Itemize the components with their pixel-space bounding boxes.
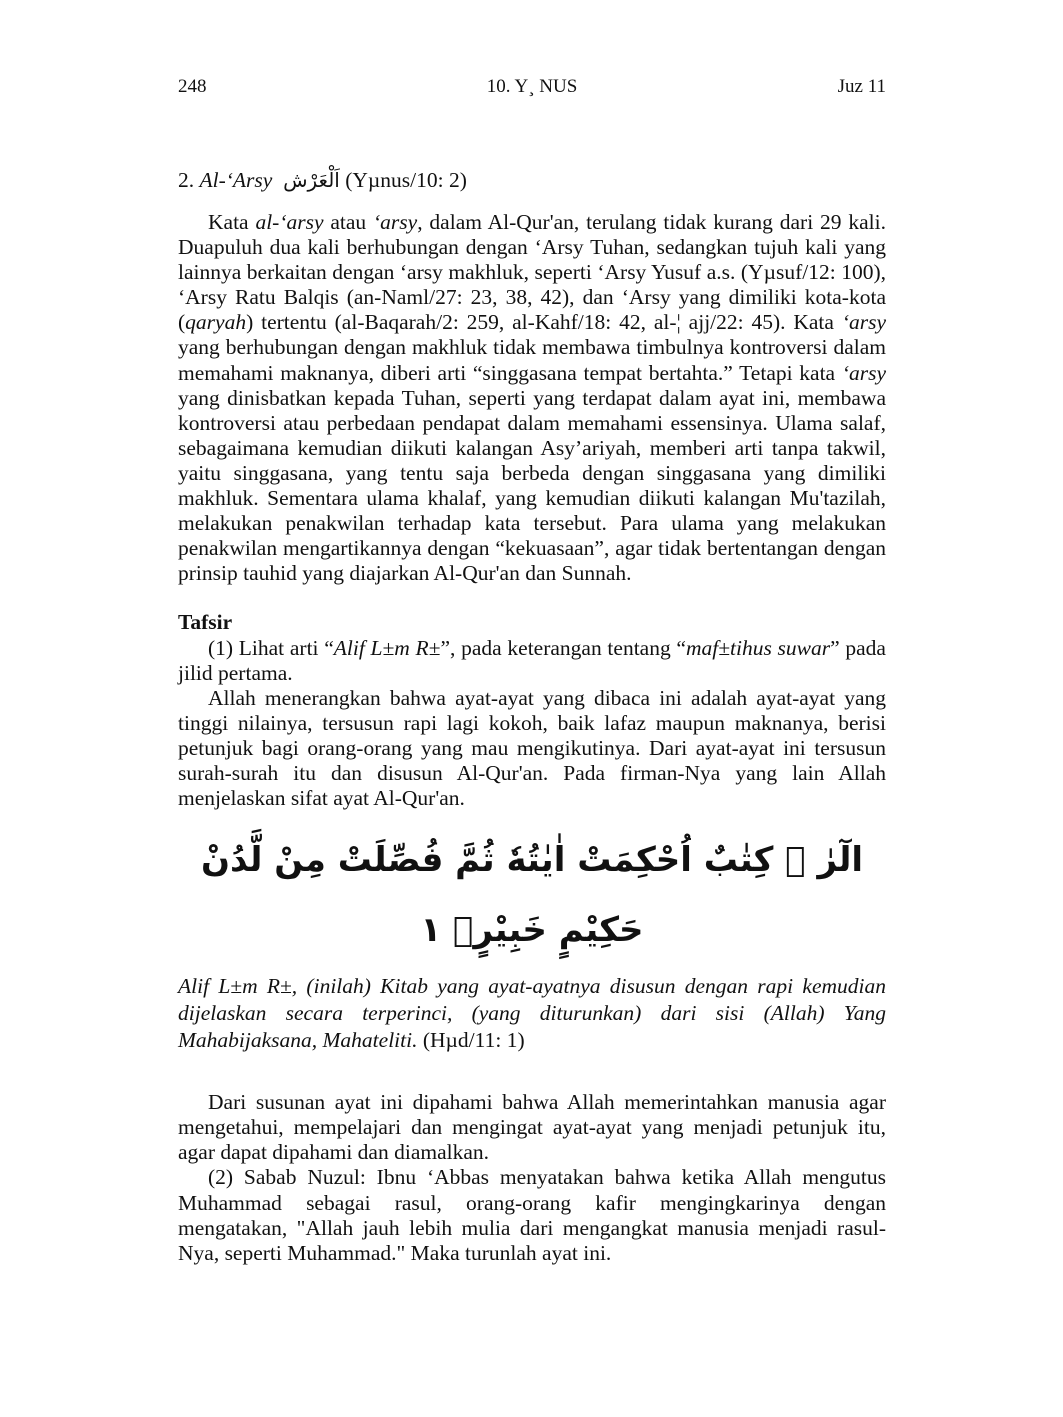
italic-term: al-‘arsy [255,210,324,234]
text-run: atau [323,210,374,234]
section-title [178,168,467,193]
paragraph-understanding [178,1090,886,1165]
juz-label: Juz 11 [837,76,886,97]
section-number: 2. [178,168,195,192]
italic-term: maf±tihus suwar [685,635,831,660]
text-run: ” pada jilid pertama. [178,635,886,685]
running-header [178,76,886,100]
chapter-title: 10. Y¸ NUS [486,76,578,97]
text-run: Allah menerangkan bahwa ayat-ayat yang dibaca ini adalah ayat-ayat yang tinggi nilainya, tersusun rapi lagi kokoh, baik lafaz maupun maknanya, berisi petunjuk bagi orang-orang yang mau mengikutinya. Dari ayat-ayat ini tersusun surah-surah itu dan disusun Al-Qur'an. Pada firman-Nya yang lain Allah menjelaskan sifat ayat Al-Qur'an. [178,685,886,811]
section-reference: (Yµnus/10: 2) [345,168,467,192]
quran-verse-arabic: الٓرٰ ۚ كِتٰبٌ اُحْكِمَتْ اٰيٰتُهٗ ثُمَّ فُصِّلَتْ مِنْ لَّدُنْ حَكِيْمٍ خَبِيْرٍۙ ١ [200,840,864,951]
text-run: Kata [208,210,256,234]
section-term: Al-‘Arsy [199,168,273,192]
text-run: yang berhubungan dengan makhluk tidak membawa timbulnya kontroversi dalam memahami maknanya, diberi arti “singgasana tempat bertahta.” Tetapi kata [178,335,886,385]
tafsir-heading: Tafsir [178,610,233,635]
paragraph-tafsir-explain [178,686,886,811]
italic-term: qaryah [185,310,247,335]
translation-text: Alif L±m R±, (inilah) Kitab yang ayat-ayatnya disusun dengan rapi kemudian dijelaskan secara terperinci, (yang diturunkan) dari sisi (Allah) Yang Mahabijaksana, Mahateliti. [178,974,886,1053]
text-run: , dalam Al-Qur'an, terulang tidak kurang dari 29 kali. Duapuluh dua kali berhubungan dengan ‘Arsy Tuhan, sedangkan tujuh kali yang lainnya berkaitan dengan ‘arsy makhluk, seperti ‘Arsy Yusuf a.s. (Yµsuf/12: 100), ‘Arsy Ratu Balqis (an-Naml/27: 23, 38, 42), dan ‘Arsy yang dimiliki kota-kota ( [178,210,886,335]
text-run: ”, pada keterangan tentang “ [440,635,686,660]
text-run: ) tertentu (al-Baqarah/2: 259, al-Kahf/18: 42, al-¦ ajj/22: 45). Kata [246,310,842,335]
text-run: (1) Lihat arti “ [208,635,334,660]
page-number: 248 [178,76,207,97]
translation-reference: (Hµd/11: 1) [417,1028,525,1053]
verse-translation [178,973,886,1054]
italic-term: ‘arsy [373,210,418,234]
italic-term: Alif L±m R± [333,635,441,660]
paragraph-sabab-nuzul [178,1165,886,1265]
text-run: yang dinisbatkan kepada Tuhan, seperti yang terdapat dalam ayat ini, membawa kontroversi atau perbedaan pendapat dalam memahami essensinya. Ulama salaf, sebagaimana kemudian diikuti kalangan Asy’ariyah, memberi arti tanpa takwil, yaitu singgasana, yang tentu saja berbeda dengan singgasana yang dimiliki makhluk. Sementara ulama khalaf, yang kemudian diikuti kalangan Mu'tazilah, melakukan penakwilan terhadap kata tersebut. Para ulama yang melakukan penakwilan mengartikannya dengan “kekuasaan”, agar tidak bertentangan dengan prinsip tauhid yang diajarkan Al-Qur'an dan Sunnah. [178,385,886,586]
text-run: (2) Sabab Nuzul: Ibnu ‘Abbas menyatakan bahwa ketika Allah mengutus Muhammad sebagai rasul, orang-orang kafir mengingkarinya dengan mengatakan, "Allah jauh lebih mulia dari mengangkat manusia menjadi rasul-Nya, seperti Muhammad." Maka turunlah ayat ini. [178,1165,886,1265]
body-text [178,210,886,1266]
paragraph-arsy [178,210,886,586]
text-run: Dari susunan ayat ini dipahami bahwa Allah memerintahkan manusia agar mengetahui, mempelajari dan mengingat ayat-ayat yang menjadi petunjuk itu, agar dapat dipahami dan diamalkan. [178,1090,886,1165]
italic-term: ‘arsy [841,310,886,335]
section-arabic: اَلْعَرْش [283,168,340,192]
italic-term: ‘arsy [841,360,886,385]
paragraph-tafsir-1 [178,636,886,686]
